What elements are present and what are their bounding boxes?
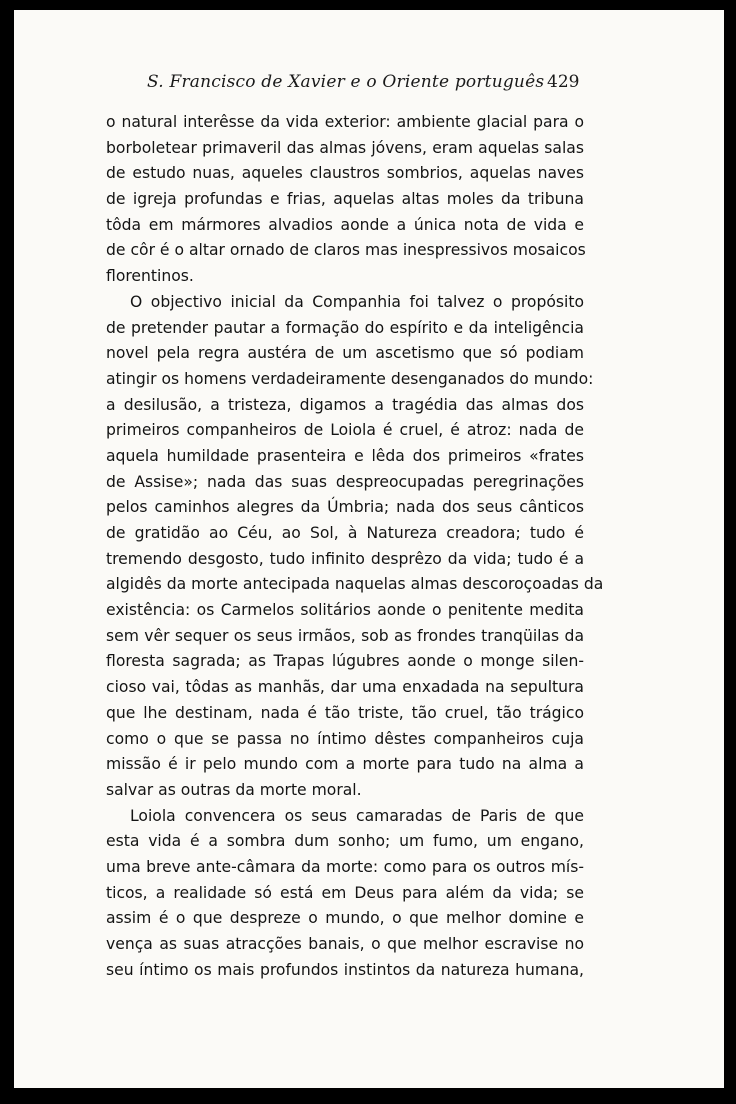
text-line: assim é o que despreze o mundo, o que melhor domine e (106, 909, 584, 928)
text-line: a desilusão, a tristeza, digamos a tragédia das almas dos (106, 395, 584, 414)
text-line: pelos caminhos alegres da Úmbria; nada dos seus cânticos (106, 498, 584, 517)
paragraph-end-line: florentinos. (106, 267, 194, 286)
text-line: esta vida é a sombra dum sonho; um fumo, um engano, (106, 832, 584, 851)
text-line: como o que se passa no íntimo dêstes companheiros cuja (106, 729, 584, 748)
body-text (106, 110, 604, 983)
text-line: de estudo nuas, aqueles claustros sombrios, aquelas naves (106, 164, 584, 183)
paragraph-end-line: salvar as outras da morte moral. (106, 780, 362, 799)
text-line: que lhe destinam, nada é tão triste, tão cruel, tão trágico (106, 703, 584, 722)
text-line: de Assise»; nada das suas despreocupadas peregrinações (106, 472, 584, 491)
text-line: cioso vai, tôdas as manhãs, dar uma enxadada na sepultura (106, 678, 584, 697)
paragraph-first-line: Loiola convencera os seus camaradas de Paris de que (130, 806, 584, 825)
text-line: uma breve ante-câmara da morte: como para os outros mís- (106, 857, 584, 876)
text-line: ticos, a realidade só está em Deus para além da vida; se (106, 883, 584, 902)
page-number: 429 (547, 72, 580, 92)
text-line: existência: os Carmelos solitários aonde o penitente medita (106, 601, 584, 620)
text-line: tôda em mármores alvadios aonde a única nota de vida e (106, 215, 584, 234)
text-line: sem vêr sequer os seus irmãos, sob as frondes tranqüilas da (106, 626, 584, 645)
book-page (14, 10, 724, 1088)
text-line: atingir os homens verdadeiramente desenganados do mundo: (106, 369, 594, 388)
text-line: de pretender pautar a formação do espírito e da inteligência (106, 318, 584, 337)
text-line: vença as suas atracções banais, o que melhor escravise no (106, 935, 584, 953)
text-line: tremendo desgosto, tudo infinito desprêzo da vida; tudo é a (106, 549, 584, 568)
text-line: aquela humildade prasenteira e lêda dos primeiros «frates (106, 446, 584, 465)
running-header (14, 72, 724, 96)
paragraph-first-line: O objectivo inicial da Companhia foi talvez o propósito (130, 292, 584, 311)
running-title: S. Francisco de Xavier e o Oriente português (147, 72, 545, 92)
text-line: de igreja profundas e frias, aquelas altas moles da tribuna (106, 190, 584, 209)
text-line: borboletear primaveril das almas jóvens, eram aquelas salas (106, 138, 584, 157)
text-line: floresta sagrada; as Trapas lúgubres aonde o monge silen- (106, 652, 584, 671)
text-line: de gratidão ao Céu, ao Sol, à Natureza creadora; tudo é (106, 524, 584, 542)
text-line: novel pela regra austéra de um ascetismo que só podiam (106, 344, 584, 363)
text-line: de côr é o altar ornado de claros mas inespressivos mosaicos (106, 241, 586, 260)
text-line: o natural interêsse da vida exterior: ambiente glacial para o (106, 113, 584, 131)
text-line: missão é ir pelo mundo com a morte para tudo na alma a (106, 755, 584, 774)
text-line: seu íntimo os mais profundos instintos da natureza humana, (106, 960, 584, 979)
text-line: algidês da morte antecipada naquelas almas descoroçoadas da (106, 575, 604, 594)
text-line: primeiros companheiros de Loiola é cruel, é atroz: nada de (106, 421, 584, 440)
